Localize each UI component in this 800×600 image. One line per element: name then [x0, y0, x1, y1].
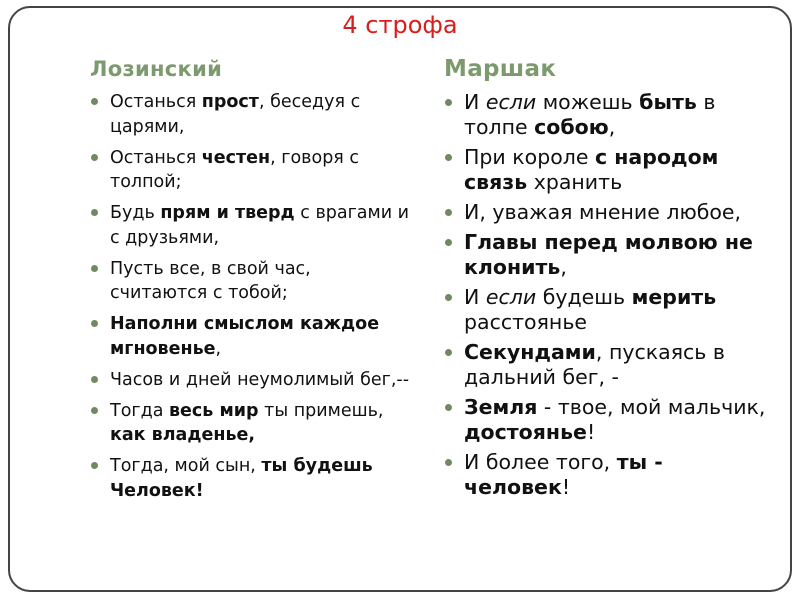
verse-text: если	[485, 90, 537, 114]
verse-line	[90, 201, 410, 250]
verse-line	[90, 90, 410, 139]
verse-bold-text: прост	[201, 92, 259, 112]
verse-line	[444, 145, 774, 195]
verse-text: хранить	[527, 170, 623, 194]
verse-text: И	[464, 285, 486, 309]
verse-text: И более того,	[464, 450, 617, 474]
verse-text: И, уважая мнение любое,	[464, 200, 742, 224]
verse-line	[444, 230, 774, 280]
verse-bold-text: весь мир	[168, 400, 259, 421]
verse-text: ты примешь,	[258, 400, 384, 421]
verse-line	[90, 399, 410, 448]
verse-text: ,	[608, 115, 616, 139]
verse-bold-text: Наполни смыслом каждое мгновенье	[110, 314, 380, 359]
verse-text: !	[586, 420, 596, 444]
verse-bold-text: Земля	[464, 395, 538, 419]
verse-text: Останься	[110, 147, 202, 168]
verse-bold-text: прям и тверд	[160, 203, 295, 223]
verse-text: можешь	[536, 90, 640, 114]
verse-bold-text: честен	[201, 147, 271, 168]
verse-line	[90, 454, 410, 503]
verse-bold-text: достоянье	[464, 420, 587, 444]
verse-text: !	[561, 475, 571, 499]
verse-bold-text: с народом связь	[464, 145, 719, 194]
verse-line	[444, 395, 774, 445]
verse-text: с врагами и с друзьями,	[110, 203, 410, 248]
verse-bold-text: ты - человек	[464, 450, 663, 499]
verse-text: Останься	[110, 92, 202, 112]
verse-bold-text: ты будешь Человек!	[110, 456, 373, 501]
verse-bold-text: Секундами	[464, 340, 596, 364]
verse-line	[90, 257, 410, 306]
verse-line	[90, 146, 410, 195]
verse-list-marshak	[444, 90, 774, 500]
verse-line	[444, 285, 774, 335]
verse-line	[90, 368, 410, 393]
verse-text: ,	[560, 255, 567, 279]
verse-text: расстоянье	[464, 310, 588, 334]
verse-text: Будь	[110, 203, 161, 223]
verse-bold-text: собою	[534, 115, 609, 139]
verse-text: если	[485, 285, 537, 309]
column-heading-marshak: Маршак	[444, 56, 557, 82]
verse-text: Часов и дней неумолимый бег,--	[110, 369, 410, 390]
verse-text: Пусть все, в свой час, считаются с тобой;	[110, 258, 311, 303]
verse-text: - твое, мой мальчик,	[537, 395, 766, 419]
verse-text: , пускаясь в дальний бег, -	[464, 340, 725, 389]
verse-text: Тогда, мой сын,	[110, 456, 262, 476]
verse-line	[444, 450, 774, 500]
verse-bold-text: быть	[639, 90, 697, 114]
verse-bold-text: как владенье,	[110, 425, 256, 445]
slide-title: 4 строфа	[342, 11, 458, 39]
verse-line	[90, 312, 410, 361]
verse-text: , говоря с толпой;	[110, 147, 360, 192]
verse-line	[444, 200, 774, 225]
verse-text: При короле	[464, 145, 595, 169]
verse-bold-text: Главы перед молвою не клонить	[464, 230, 753, 279]
verse-bold-text: мерить	[631, 285, 717, 309]
verse-text: , беседуя с царями,	[110, 92, 361, 137]
verse-list-lozinsky	[90, 90, 410, 503]
column-heading-lozinsky: Лозинский	[90, 57, 223, 81]
column-lozinsky	[90, 52, 410, 510]
verse-text: И	[464, 90, 486, 114]
verse-text: в толпе	[464, 90, 716, 139]
verse-line	[444, 90, 774, 140]
verse-line	[444, 340, 774, 390]
verse-text: ,	[215, 338, 222, 359]
verse-text: Тогда	[110, 400, 169, 421]
column-marshak	[444, 52, 774, 505]
verse-text: будешь	[536, 285, 632, 309]
